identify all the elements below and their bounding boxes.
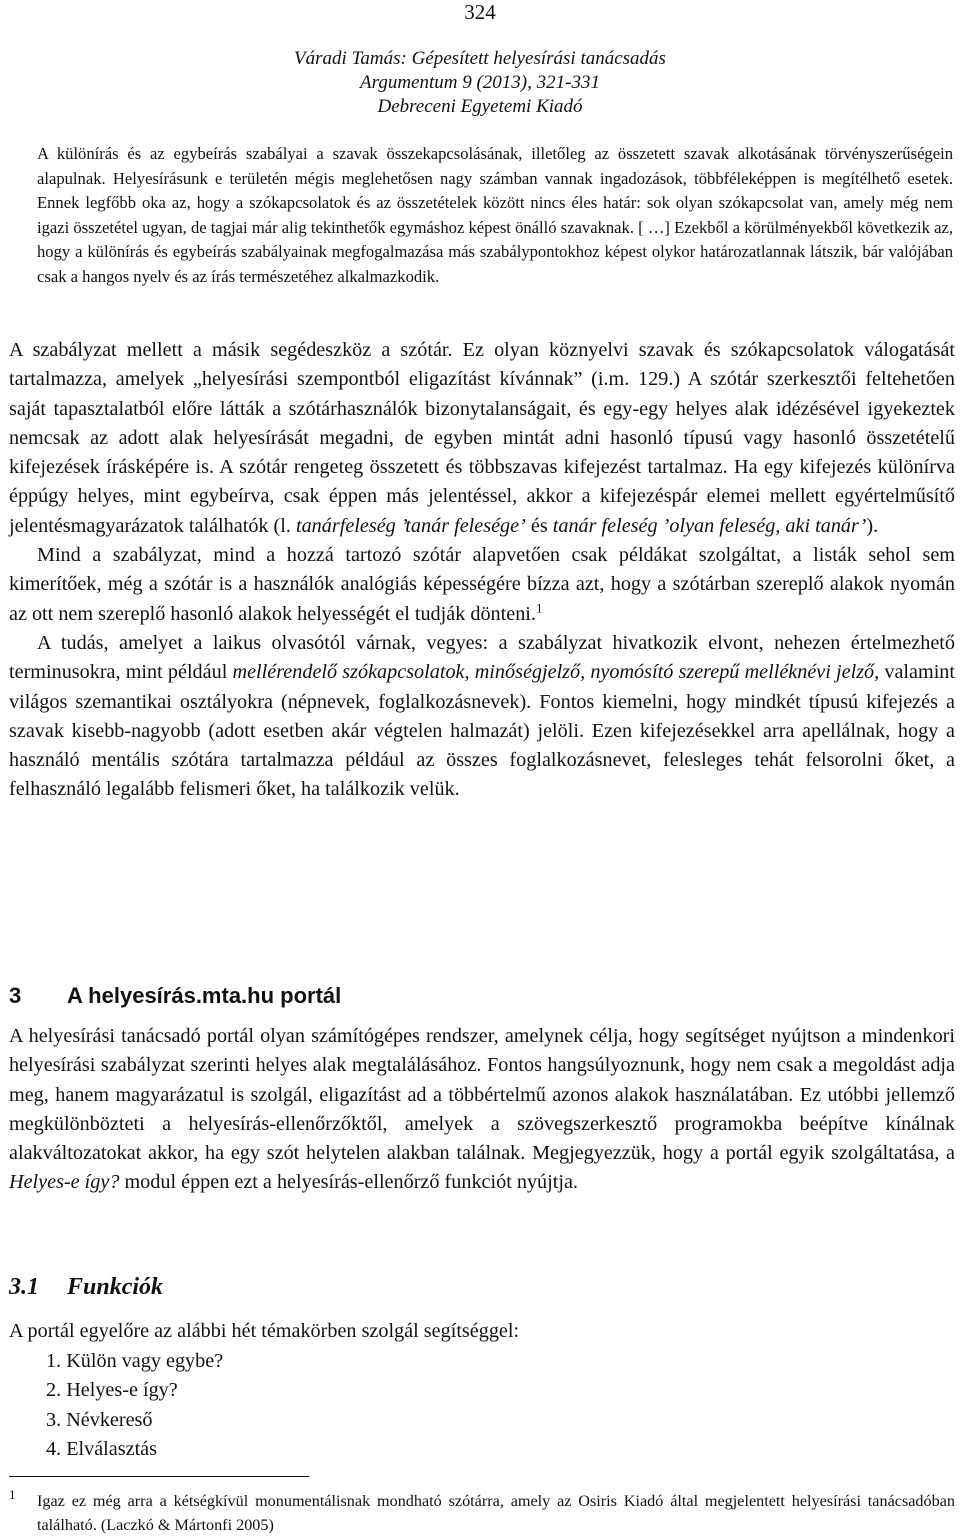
paragraph-3 bbox=[9, 629, 955, 805]
header-journal: Argumentum 9 (2013), 321-331 bbox=[360, 72, 600, 93]
section-3-number: 3 bbox=[9, 983, 22, 1008]
function-list bbox=[46, 1347, 223, 1464]
footnote-separator bbox=[9, 1476, 309, 1477]
list-item: 1. Külön vagy egybe? bbox=[46, 1350, 224, 1372]
paragraph-2-text: Mind a szabályzat, mind a hozzá tartozó szótár alapvetően csak példákat szolgáltat, a listák sehol sem kimerítőek, még a szótár is a használók analógiás képességére bízza azt, hogy a szótárban szereplő alakok nyomán az ott nem szereplő hasonló alakok helyességét el tudják dönteni. bbox=[9, 544, 955, 625]
section-3-text: A helyesírási tanácsadó portál olyan számítógépes rendszer, amelynek célja, hogy segítséget nyújtson a mindenkori helyesírási szabályzat szerinti helyes alak megtalálásához. Fontos hangsúlyoznunk, hogy nem csak a megoldást adja meg, hanem magyarázatul is szolgál, eligazítást ad a többértelmű azonos alakok használatában. Ez utóbbi jellemző megkülönbözteti a helyesírás-ellenőrzőktől, amelyek a szövegszerkesztő programokba beépítve kínálnak alakváltozatokat akkor, ha egy szót helytelen alakban találnak. Megjegyezzük, hogy a portál egyik szolgáltatása, a bbox=[9, 1025, 955, 1165]
paragraph-1-connector: és bbox=[525, 514, 553, 537]
paragraph-2 bbox=[9, 541, 955, 629]
example-tanar-feleseg: tanár feleség ’olyan feleség, aki tanár’ bbox=[552, 514, 867, 537]
section-3-text-end: modul éppen ezt a helyesírás-ellenőrző funkciót nyújtja. bbox=[119, 1171, 578, 1194]
footnote-reference[interactable]: 1 bbox=[535, 599, 543, 615]
module-name: Helyes-e így? bbox=[9, 1171, 120, 1194]
block-quote: A különírás és az egybeírás szabályai a szavak összekapcsolásának, illetőleg az összetett szavak alkotásának törvényszerűségein alapulnak. Helyesírásunk e területén mégis meglehetősen nagy számban vannak ingadozások, többféleképpen is megítélhető esetek. Ennek legfőbb oka az, hogy a szókapcsolatok és az összetételek között nincs éles határ: sok olyan szókapcsolat van, amely még nem igazi összetétel ugyan, de tagjai már alig tekinthetők egymáshoz képest önálló szavaknak. [ …] Ezekből a körülményekből következik az, hogy a különírás és egybeírás szabályainak megfogalmazása más szabálypontokhoz képest olykor határozatlannak látszik, bár valójában csak a hangos nyelv és az írás természetéhez alkalmazkodik. bbox=[37, 144, 953, 286]
paragraph-3-terms: mellérendelő szókapcsolatok, minőségjelző, nyomósító szerepű melléknévi jelző, bbox=[232, 661, 880, 684]
paragraph-1-text: A szabályzat mellett a másik segédeszköz a szótár. Ez olyan köznyelvi szavak és szókapcsolatok válogatását tartalmazza, amelyek „helyesírási szempontból eligazítást kívánnak” (i.m. 129.) A szótár szerkesztői feltehetően saját tapasztalatból előre látták a szótárhasználók bizonytalanságait, és egy-egy helyes alak idézésével igyekeztek nemcsak az adott alak helyesírását megadni, de egyben mintát adni hasonló típusú vagy hasonló összetételű kifejezések írásképére is. A szótár rengeteg összetett és többszavas kifejezést tartalmaz. Ha egy kifejezés különírva éppúgy helyes, mint egybeírva, csak éppen más jelentéssel, akkor a kifejezéspár elemei mellett egyértelműsítő jelentésmagyarázatok találhatók (l. bbox=[9, 339, 955, 537]
section-3-title: A helyesírás.mta.hu portál bbox=[67, 983, 342, 1008]
section-3-1-heading bbox=[9, 1274, 163, 1301]
page-number: 324 bbox=[464, 0, 496, 24]
section-3-heading bbox=[9, 983, 341, 1009]
body-text bbox=[9, 336, 955, 805]
footnote-text: Igaz ez még arra a kétségkívül monumentálisnak mondható szótárra, amely az Osiris Kiadó által megjelentett helyesírási tanácsadóban található. (Laczkó & Mártonfi 2005) bbox=[37, 1492, 955, 1534]
paragraph-1-end: ). bbox=[866, 514, 879, 537]
section-3-1-title: Funkciók bbox=[67, 1274, 164, 1300]
header-author-title: Váradi Tamás: Gépesített helyesírási tanácsadás bbox=[294, 48, 666, 69]
paragraph-1 bbox=[9, 336, 955, 541]
paragraph-3-text-end: valamint világos szemantikai osztályokra (népnevek, foglalkozásnevek). Fontos kiemelni, hogy mindkét típusú kifejezés a szavak kisebb-nagyobb (adott esetben akár végtelen halmazát) jelöli. Ezen kifejezésekkel arra apellálnak, hogy a használó mentális szótára tartalmazza például az összes foglalkozásnevet, felesleges tehát felsorolni őket, a felhasználó legalább felismeri őket, ha találkozik velük. bbox=[9, 661, 955, 801]
header-publisher: Debreceni Egyetemi Kiadó bbox=[377, 96, 583, 117]
section-3-paragraph bbox=[9, 1022, 955, 1198]
paragraph-3-text: A tudás, amelyet a laikus olvasótól várnak, vegyes: a szabályzat hivatkozik elvont, nehezen értelmezhető terminusokra, mint például bbox=[9, 631, 955, 684]
footnote bbox=[9, 1489, 955, 1537]
list-item: 4. Elválasztás bbox=[46, 1437, 157, 1460]
section-3-1-number: 3.1 bbox=[9, 1274, 39, 1300]
footnote-mark: 1 bbox=[9, 1487, 16, 1502]
list-item: 3. Névkereső bbox=[46, 1408, 153, 1431]
section-3-1-intro: A portál egyelőre az alábbi hét témakörben szolgál segítséggel: bbox=[9, 1320, 520, 1342]
list-item: 2. Helyes-e így? bbox=[46, 1379, 178, 1402]
section-3-body bbox=[9, 1022, 955, 1198]
example-tanarfeleseg: tanárfeleség ’tanár felesége’ bbox=[295, 514, 526, 537]
